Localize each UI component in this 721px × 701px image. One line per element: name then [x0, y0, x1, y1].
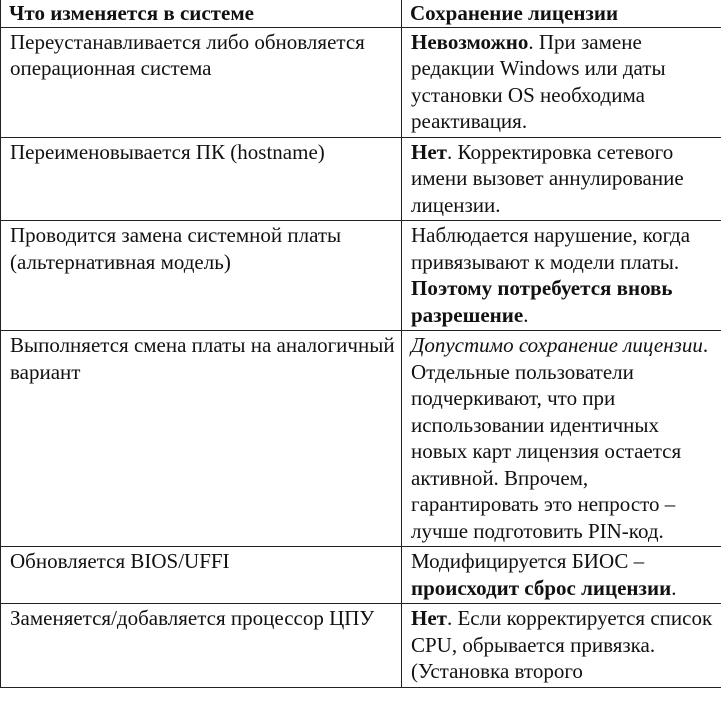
table-row	[1, 547, 721, 604]
license-explanation: . Корректировка сетевого имени вызовет аннулирование лицензии.	[411, 139, 684, 217]
table-row	[1, 27, 721, 137]
table-row	[1, 137, 721, 221]
license-explanation: . Если корректируется список CPU, обрывается привязка. (Установка второго	[411, 606, 713, 683]
table-row	[1, 331, 721, 547]
row-license-bios	[402, 547, 721, 604]
row-change-motherboard-alt: Проводится замена системной платы (альтернативная модель)	[1, 221, 402, 331]
row-change-hostname: Переименовывается ПК (hostname)	[1, 137, 402, 221]
row-license-os-reinstall	[402, 27, 721, 137]
license-verdict: происходит сброс лицензии	[411, 575, 672, 600]
license-verdict: Поэтому потребуется вновь разрешение	[411, 276, 673, 327]
license-explanation: . Отдельные пользователи подчеркивают, что при использовании идентичных новых карт лицензия остается активной. Впрочем, гарантировать это непросто – лучше подготовить PIN-код.	[411, 333, 709, 543]
license-explanation: Модифицируется БИОС –	[411, 549, 645, 573]
row-change-cpu: Заменяется/добавляется процессор ЦПУ	[1, 604, 402, 688]
license-explanation: . При замене редакции Windows или даты установки OS необходима реактивация.	[411, 29, 666, 133]
license-verdict: Допустимо сохранение лицензии	[411, 333, 703, 357]
row-change-os-reinstall: Переустанавливается либо обновляется операционная система	[1, 27, 402, 137]
license-explanation: Наблюдается нарушение, когда привязывают к модели платы.	[411, 223, 691, 274]
table-row	[1, 221, 721, 331]
table-header-row	[1, 0, 721, 27]
row-license-hostname	[402, 137, 721, 221]
header-what-changes: Что изменяется в системе	[1, 0, 402, 27]
row-change-motherboard-same: Выполняется смена платы на аналогичный вариант	[1, 331, 402, 547]
license-verdict: Невозможно	[411, 29, 529, 54]
row-license-motherboard-alt	[402, 221, 721, 331]
row-license-motherboard-same	[402, 331, 721, 547]
license-verdict: Нет	[411, 606, 447, 630]
row-license-cpu	[402, 604, 721, 688]
row-change-bios: Обновляется BIOS/UFFI	[1, 547, 402, 604]
license-end: .	[523, 302, 529, 327]
license-verdict: Нет	[411, 139, 447, 164]
license-end: .	[671, 575, 677, 600]
table-row	[1, 604, 721, 688]
header-license-retention: Сохранение лицензии	[402, 0, 721, 27]
